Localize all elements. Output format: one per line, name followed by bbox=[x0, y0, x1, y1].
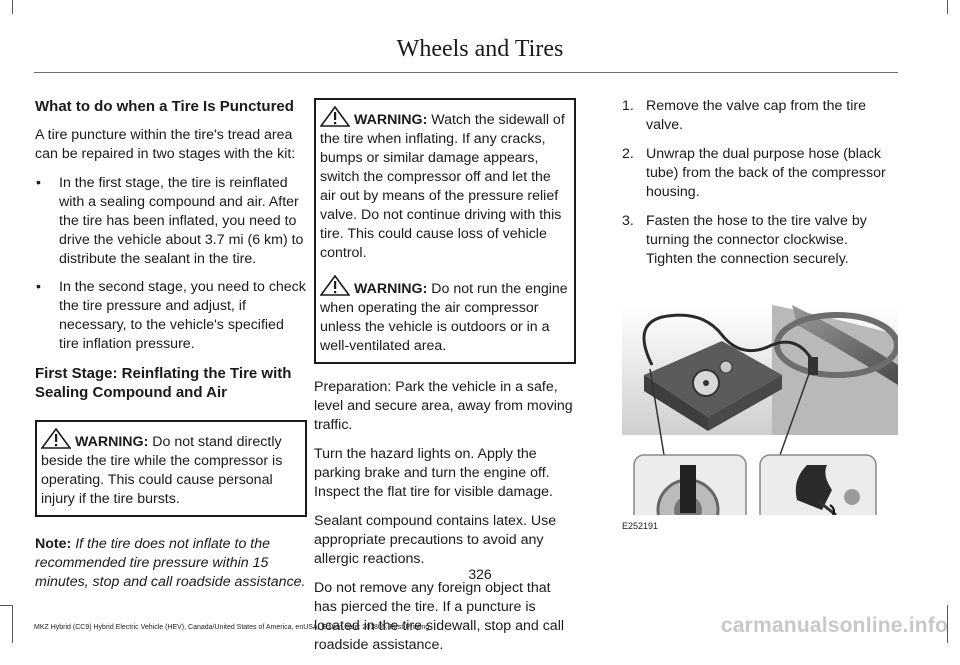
section-heading-first-stage: First Stage: Reinflating the Tire with Sealing Compound and Air bbox=[35, 365, 292, 401]
section-heading-punctured: What to do when a Tire Is Punctured bbox=[35, 98, 294, 115]
list-item bbox=[622, 97, 898, 135]
warning-item bbox=[41, 428, 301, 509]
crop-mark-bottom-left-v bbox=[12, 605, 13, 643]
column-left bbox=[35, 97, 307, 602]
step-text: Fasten the hose to the tire valve by turning the connector clockwise. Tighten the connection securely. bbox=[646, 213, 867, 267]
intro-paragraph: A tire puncture within the tire's tread area can be repaired in two stages with the kit: bbox=[35, 127, 296, 162]
page-title: Wheels and Tires bbox=[396, 36, 564, 62]
paragraph-latex: Sealant compound contains latex. Use appropriate precautions to avoid any allergic reactions. bbox=[314, 513, 557, 567]
steps-list bbox=[622, 97, 898, 269]
note-text: If the tire does not inflate to the recommended tire pressure within 15 minutes, stop and call roadside assistance. bbox=[35, 536, 306, 590]
note-paragraph bbox=[35, 535, 307, 592]
warning-box bbox=[35, 420, 307, 517]
step-number: 3. bbox=[622, 213, 634, 229]
warning-text: Do not stand directly beside the tire while the compressor is operating. This could cause personal injury if the tire bursts. bbox=[41, 434, 283, 507]
title-divider bbox=[34, 72, 898, 73]
watermark-logo: carmanualsonline.info bbox=[720, 614, 948, 637]
paragraph-preparation: Preparation: Park the vehicle in a safe, level and secure area, away from moving traffic. bbox=[314, 379, 573, 433]
warning-box bbox=[314, 98, 576, 364]
warning-label: WARNING: bbox=[354, 281, 428, 297]
warning-text: Do not run the engine when operating the air compressor unless the vehicle is outdoors or in a well-ventilated area. bbox=[320, 281, 568, 354]
warning-item bbox=[320, 106, 570, 263]
warning-label: WARNING: bbox=[354, 112, 428, 128]
list-item bbox=[622, 145, 898, 202]
warning-triangle-icon bbox=[41, 428, 71, 449]
bullet-icon: • bbox=[36, 279, 41, 295]
figure-code: E252191 bbox=[622, 521, 659, 531]
compressor-hose-diagram bbox=[622, 305, 898, 515]
warning-triangle-icon bbox=[320, 275, 350, 296]
warning-item bbox=[320, 275, 570, 356]
step-number: 1. bbox=[622, 98, 634, 114]
warning-text: Watch the sidewall of the tire when inflating. If any cracks, bumps or similar damage appears, switch the compressor off and let the air out by means of the pressure relief valve. Do not continue driving with this tire. This could cause loss of vehicle control. bbox=[320, 112, 565, 261]
crop-mark-top-right-v bbox=[947, 0, 948, 14]
list-item bbox=[35, 278, 307, 354]
paragraph-foreign-object: Do not remove any foreign object that has pierced the tire. If a puncture is located in the tire sidewall, stop and call roadside assistance. bbox=[314, 580, 564, 653]
bullet-text: In the second stage, you need to check the tire pressure and adjust, if necessary, to the vehicle's specified tire inflation pressure. bbox=[59, 279, 306, 352]
list-item bbox=[622, 212, 898, 269]
step-number: 2. bbox=[622, 146, 634, 162]
page-number: 326 bbox=[468, 566, 492, 582]
step-text: Unwrap the dual purpose hose (black tube) from the back of the compressor housing. bbox=[646, 146, 886, 200]
bullet-text: In the first stage, the tire is reinflated with a sealing compound and air. After the tire has been inflated, you need to drive the vehicle about 3.7 mi (6 km) to distribute the sealant in the tire. bbox=[59, 175, 304, 267]
compressor-illustration bbox=[622, 305, 898, 531]
footer-edition-info: MKZ Hybrid (CC9) Hybrid Electric Vehicle (HEV), Canada/United States of America, enUSA, Edition date: 201805, First-Printing bbox=[34, 624, 430, 631]
crop-mark-top-left-v bbox=[12, 0, 13, 14]
bullet-icon: • bbox=[36, 175, 41, 191]
warning-triangle-icon bbox=[320, 106, 350, 127]
note-label: Note: bbox=[35, 536, 72, 552]
warning-label: WARNING: bbox=[75, 434, 149, 450]
list-item bbox=[35, 174, 307, 269]
column-right bbox=[622, 97, 898, 531]
paragraph-hazard-lights: Turn the hazard lights on. Apply the parking brake and turn the engine off. Inspect the flat tire for visible damage. bbox=[314, 446, 553, 500]
step-text: Remove the valve cap from the tire valve. bbox=[646, 98, 867, 133]
stage-bullet-list bbox=[35, 174, 307, 354]
crop-mark-bottom-left-h bbox=[0, 605, 13, 606]
